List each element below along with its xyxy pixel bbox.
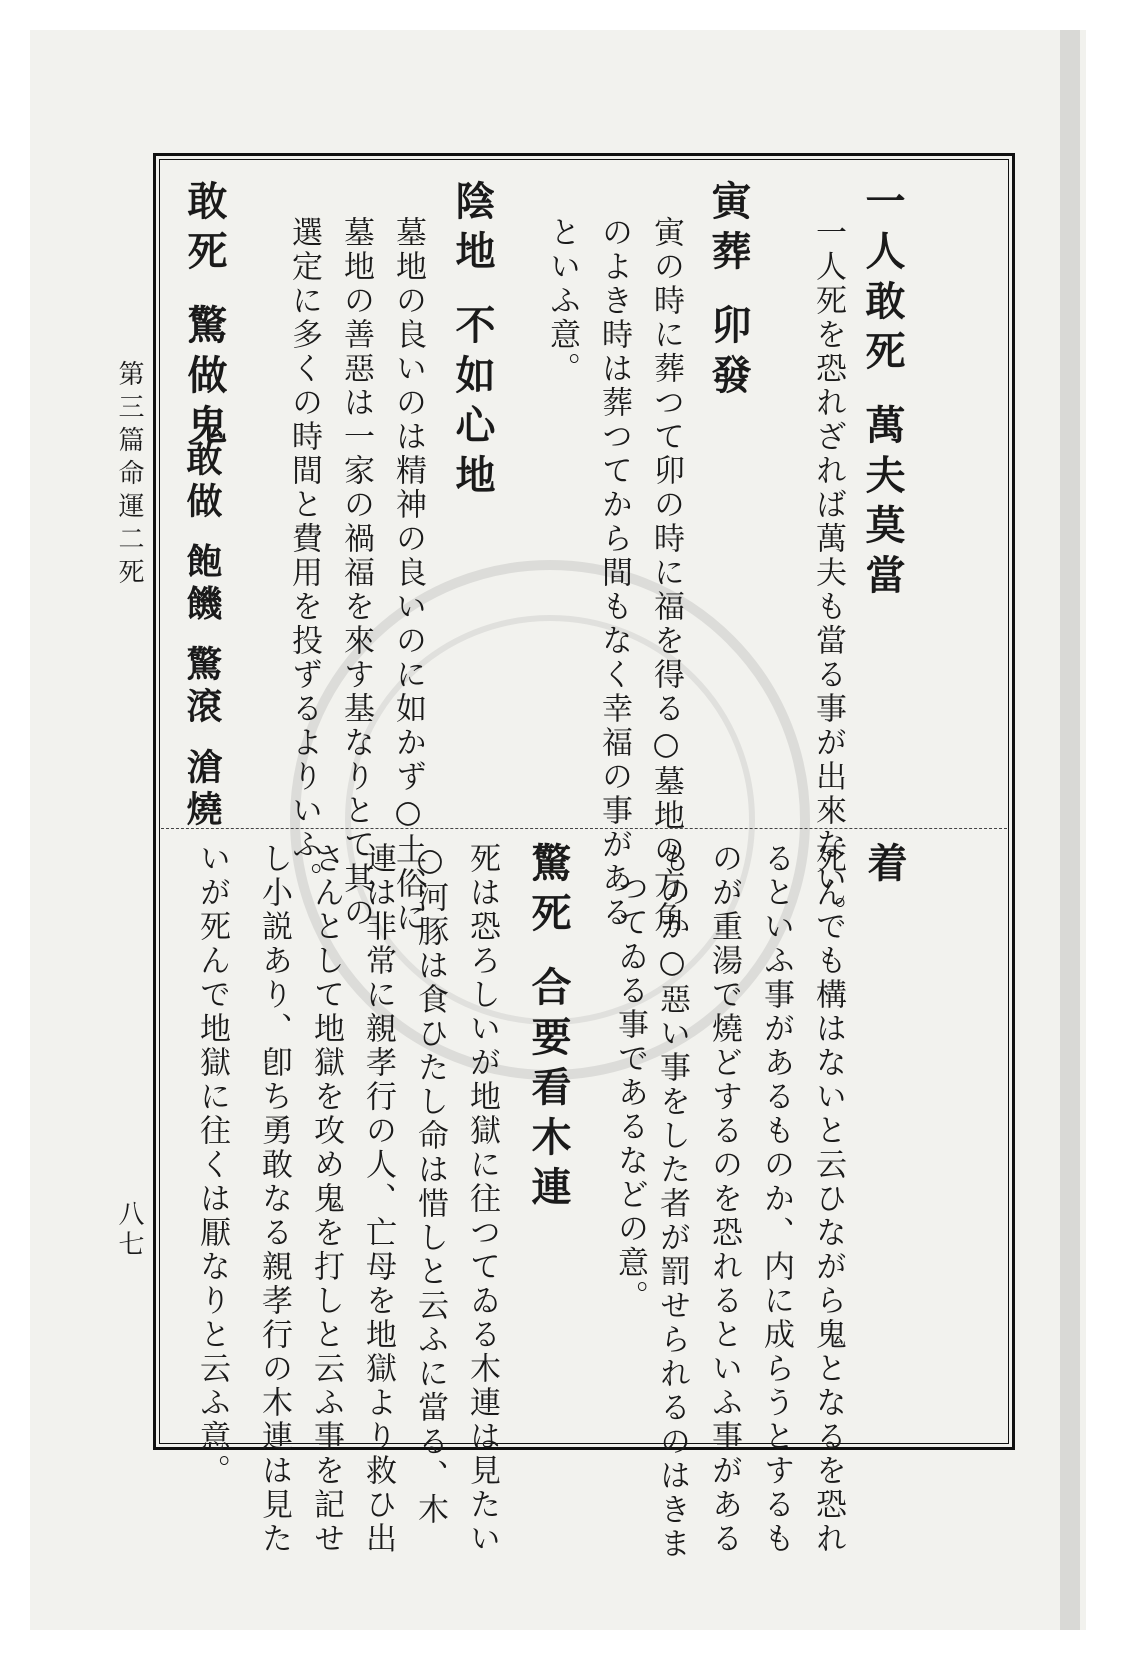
explanation-line: さんとして地獄を攻め鬼を打しと云ふ事を記せ [308,842,344,1556]
page-number: 八七 [114,1200,144,1260]
proverb-heading: 着 [861,842,908,892]
explanation-line: 墓地の善惡は一家の禍福を來す基なりとて其の [338,216,374,930]
page-edge [1060,30,1080,1630]
explanation-line: のが重湯で燒どするのを恐れるといふ事がある [706,842,742,1556]
explanation-line: 一人死を恐れざれば萬夫も當る事が出來ない。 [810,216,846,930]
explanation-line: ○河豚は食ひたし命は惜しと云ふに當る、木 [412,842,448,1527]
running-header: 第三篇命運二死 [114,360,144,591]
proverb-heading: 敢做 飽饑 驚滾 滄燒 [181,440,223,832]
explanation-line: のよき時は葬つてから間もなく幸福の事がある [596,216,632,930]
explanation-line: といふ意。 [544,216,580,386]
explanation-line: ものか○惡い事をした者が罰せられるのはきま [654,842,690,1561]
proverb-heading: 驚死 合要看木連 [525,842,572,1216]
proverb-heading: 陰地 不如心地 [449,180,496,504]
explanation-line: 墓地の良いのは精神の良いのに如かず○土俗に [390,216,426,935]
explanation-line: るといふ事があるものか、内に成らうとするも [758,842,794,1556]
explanation-line: 連は非常に親孝行の人、亡母を地獄より救ひ出 [360,842,396,1556]
explanation-line: 死んでも構はないと云ひながら鬼となるを恐れ [810,842,846,1556]
proverb-heading: 一人敢死 萬夫莫當 [859,180,906,604]
explanation-line: つてゐる事であるなどの意。 [612,872,648,1314]
explanation-line: 選定に多くの時間と費用を投ずるよりいふ。 [286,216,322,896]
proverb-heading: 寅葬 卯發 [705,180,752,404]
explanation-line: 寅の時に葬つて卯の時に福を得る○墓地の方角 [648,216,684,935]
explanation-line: し小説あり、卽ち勇敢なる親孝行の木連は見た [256,842,292,1556]
explanation-line: 死は恐ろしいが地獄に往つてゐる木連は見たい [464,842,500,1556]
explanation-line: いが死んで地獄に往くは厭なりと云ふ意。 [194,842,230,1488]
proverb-heading: 敢死 驚做鬼 [181,180,228,454]
